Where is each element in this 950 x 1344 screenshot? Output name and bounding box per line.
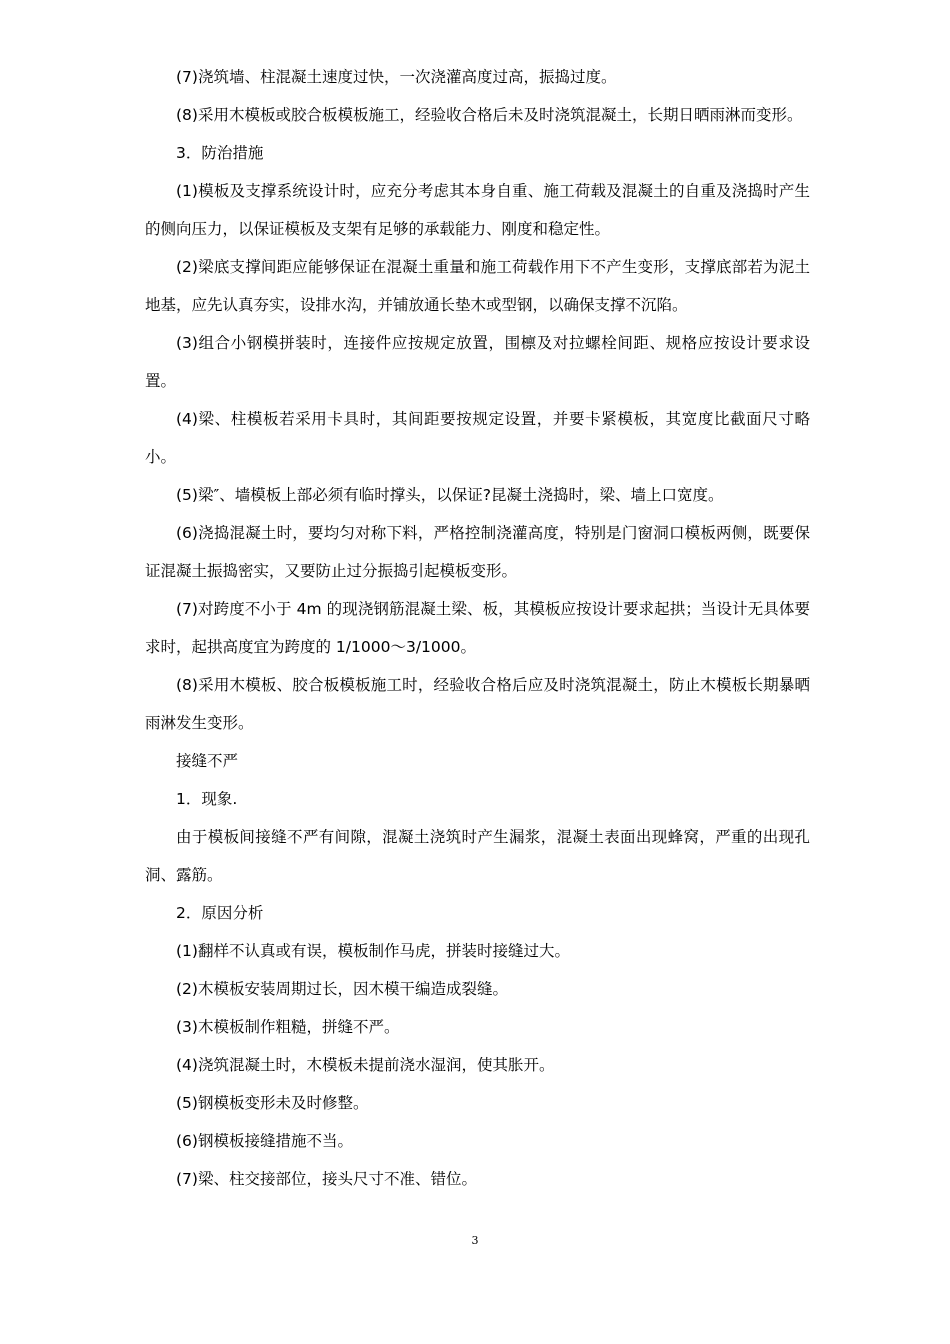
page-number: 3 bbox=[471, 1234, 479, 1247]
measure-8-timely-pour: (8)采用木模板、胶合板模板施工时，经验收合格后应及时浇筑混凝土，防止木模板长期暴晒雨淋发生变形。 bbox=[145, 676, 810, 732]
cause-5: (5)钢模板变形未及时修整。 bbox=[176, 1094, 369, 1112]
document-body bbox=[145, 58, 810, 1198]
phenomenon-description: 由于模板间接缝不严有间隙，混凝土浇筑时产生漏浆，混凝土表面出现蜂窝，严重的出现孔洞、露筋。 bbox=[145, 828, 810, 884]
cause-6: (6)钢模板接缝措施不当。 bbox=[176, 1132, 353, 1150]
cause-7: (7)梁、柱交接部位，接头尺寸不准、错位。 bbox=[176, 1170, 477, 1188]
measure-3-steel-formwork: (3)组合小钢模拼装时，连接件应按规定放置，围檩及对拉螺栓间距、规格应按设计要求设置。 bbox=[145, 334, 810, 390]
subheading-phenomenon: 1．现象. bbox=[176, 790, 238, 808]
measure-6-pouring: (6)浇捣混凝土时，要均匀对称下料，严格控制浇灌高度，特别是门窗洞口模板两侧，既要保证混凝土振捣密实，又要防止过分振捣引起模板变形。 bbox=[145, 524, 810, 580]
measure-5-temporary-braces: (5)梁″、墙模板上部必须有临时撑头，以保证?昆凝土浇捣时，梁、墙上口宽度。 bbox=[176, 486, 724, 504]
section-heading-loose-joints: 接缝不严 bbox=[176, 752, 239, 770]
paragraph-7-pour-speed: (7)浇筑墙、柱混凝土速度过快，一次浇灌高度过高，振捣过度。 bbox=[176, 68, 617, 86]
measure-4-clamps: (4)梁、柱模板若采用卡具时，其间距要按规定设置，并要卡紧模板，其宽度比截面尺寸略小。 bbox=[145, 410, 810, 466]
cause-1: (1)翻样不认真或有误，模板制作马虎，拼装时接缝过大。 bbox=[176, 942, 570, 960]
cause-2: (2)木模板安装周期过长，因木模干编造成裂缝。 bbox=[176, 980, 508, 998]
section-heading-prevention: 3．防治措施 bbox=[176, 144, 264, 162]
measure-7-camber: (7)对跨度不小于 4m 的现浇钢筋混凝土梁、板，其模板应按设计要求起拱；当设计无具体要求时，起拱高度宜为跨度的 1/1000～3/1000。 bbox=[145, 600, 810, 656]
subheading-cause-analysis: 2．原因分析 bbox=[176, 904, 264, 922]
measure-1-design: (1)模板及支撑系统设计时，应充分考虑其本身自重、施工荷载及混凝土的自重及浇捣时产生的侧向压力，以保证模板及支架有足够的承载能力、刚度和稳定性。 bbox=[145, 182, 810, 238]
cause-3: (3)木模板制作粗糙，拼缝不严。 bbox=[176, 1018, 400, 1036]
cause-4: (4)浇筑混凝土时，木模板未提前浇水湿润，使其胀开。 bbox=[176, 1056, 555, 1074]
paragraph-8-weather-deformation: (8)采用木模板或胶合板模板施工，经验收合格后未及时浇筑混凝土，长期日晒雨淋而变形。 bbox=[176, 106, 803, 124]
measure-2-beam-support: (2)梁底支撑间距应能够保证在混凝土重量和施工荷载作用下不产生变形，支撑底部若为泥土地基，应先认真夯实，设排水沟，并铺放通长垫木或型钢，以确保支撑不沉陷。 bbox=[145, 258, 810, 314]
